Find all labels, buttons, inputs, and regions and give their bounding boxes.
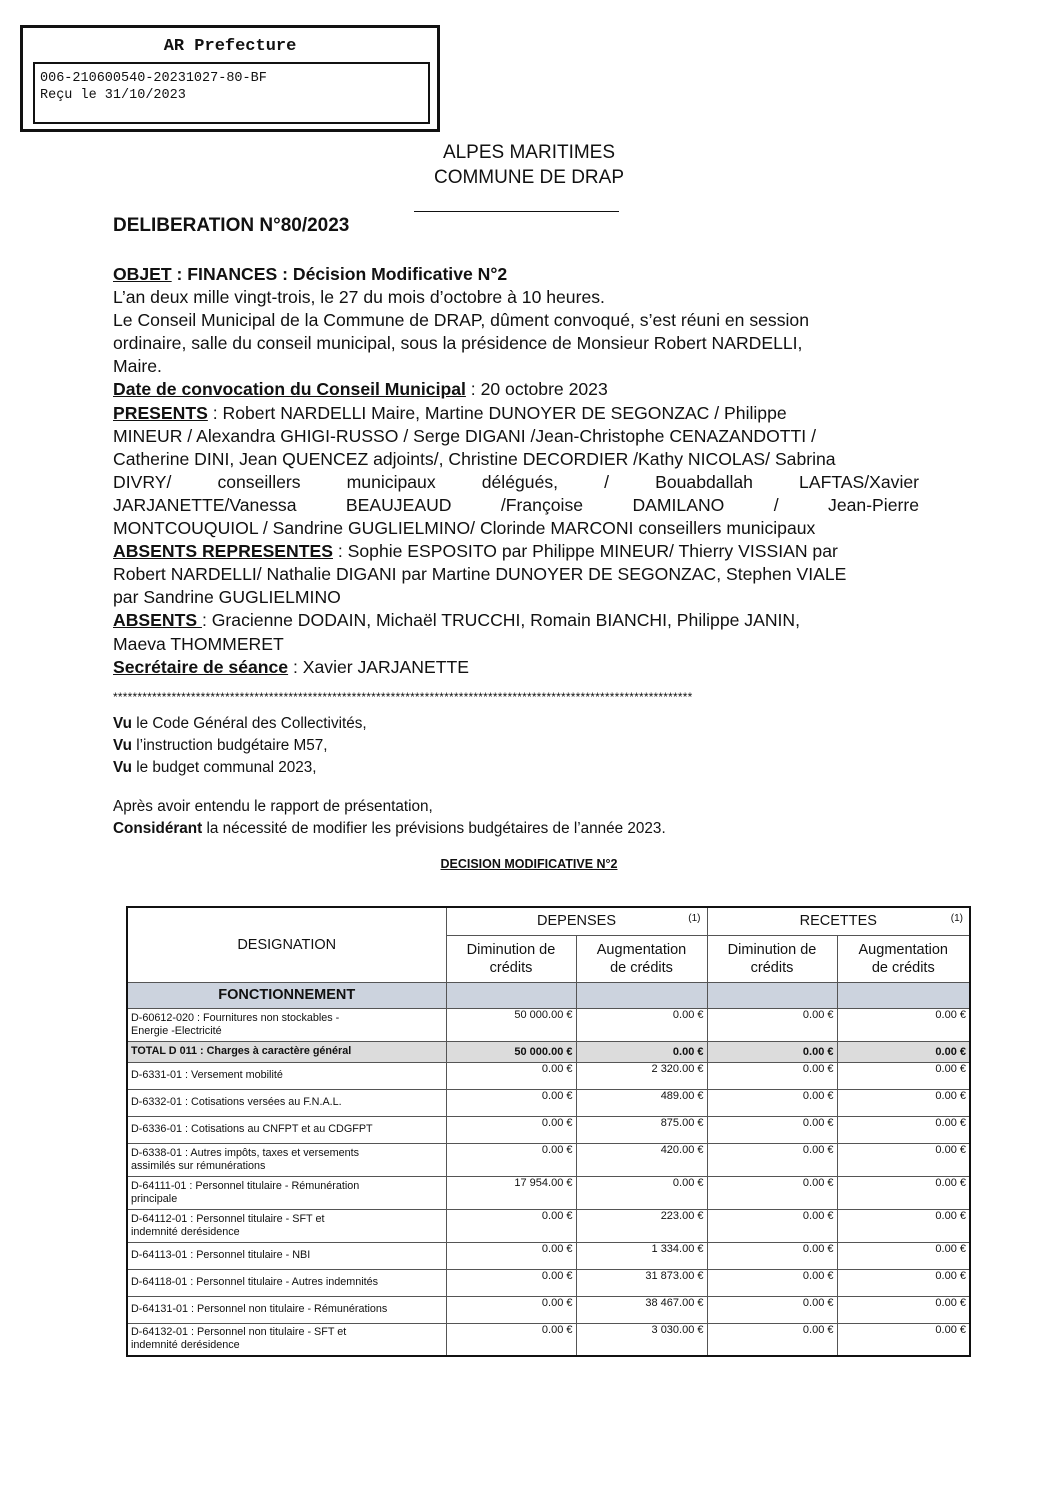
designation-cell <box>127 1041 446 1062</box>
decision-modificative-title: DECISION MODIFICATIVE N°2 <box>440 857 618 871</box>
stamp-title: AR Prefecture <box>163 37 297 56</box>
table-row <box>127 1116 970 1143</box>
dep-augmentation-header <box>576 935 707 982</box>
table-row <box>127 1008 970 1041</box>
deliberation-body <box>113 263 919 679</box>
account-label: : Fournitures non stockables - <box>194 1011 340 1024</box>
header-line: Augmentation <box>858 941 948 958</box>
account-label: : Autres impôts, taxes et versements <box>182 1146 360 1159</box>
section-cell <box>576 982 707 1008</box>
table-row <box>127 1089 970 1116</box>
amount-cell: 0.00 € <box>707 1242 837 1269</box>
designation-cell <box>127 1269 446 1296</box>
vu-list <box>113 713 367 779</box>
designation-cell <box>127 1062 446 1089</box>
absents-line-1 <box>113 609 919 632</box>
header-line: de crédits <box>610 959 673 976</box>
account-code: D-64113-01 <box>131 1249 188 1261</box>
amount-cell: 875.00 € <box>576 1116 707 1143</box>
recettes-header <box>707 907 970 935</box>
account-code: D-64111-01 <box>131 1179 187 1192</box>
intro-line-c: Maire. <box>113 356 162 377</box>
recettes-label: RECETTES <box>799 913 877 930</box>
stamp-received-date: Reçu le 31/10/2023 <box>40 88 186 103</box>
designation-line <box>131 1069 443 1082</box>
designation-cell <box>127 1323 446 1356</box>
amount-cell: 0.00 € <box>837 1143 970 1176</box>
table-row <box>127 1296 970 1323</box>
amount-cell: 0.00 € <box>576 1008 707 1041</box>
presents-line-2: MINEUR / Alexandra GHIGI-RUSSO / Serge DIGANI /Jean-Christophe CENAZANDOTTI / <box>113 425 816 446</box>
account-label-continued: indemnité derésidence <box>131 1225 240 1238</box>
amount-cell: 0.00 € <box>446 1116 576 1143</box>
department-name: ALPES MARITIMES <box>442 142 616 163</box>
account-code: D-64112-01 <box>131 1212 188 1225</box>
secretaire-label: Secrétaire de séance <box>113 656 289 677</box>
deliberation-number: DELIBERATION N°80/2023 <box>113 215 350 236</box>
convocation-line <box>113 378 919 401</box>
amount-cell: 17 954.00 € <box>446 1176 576 1209</box>
amount-cell: 223.00 € <box>576 1209 707 1242</box>
amount-cell: 0.00 € <box>707 1089 837 1116</box>
section-cell <box>446 982 576 1008</box>
considerations <box>113 796 666 840</box>
absents-representes-line-3: par Sandrine GUGLIELMINO <box>113 587 341 608</box>
amount-cell: 31 873.00 € <box>576 1269 707 1296</box>
commune-name: COMMUNE DE DRAP <box>433 167 624 188</box>
designation-line <box>131 1096 443 1109</box>
amount-cell: 0.00 € <box>707 1176 837 1209</box>
considerant-keyword: Considérant <box>113 820 203 837</box>
designation-line <box>131 1326 443 1339</box>
account-code: D-6332-01 <box>131 1096 183 1108</box>
vu-item <box>113 713 367 735</box>
amount-cell: 0.00 € <box>446 1296 576 1323</box>
vu-item <box>113 757 367 779</box>
header-divider <box>414 211 619 212</box>
account-code: D-60612-020 <box>131 1011 195 1024</box>
absents-representes-text: : Sophie ESPOSITO par Philippe MINEUR/ Thierry VISSIAN par <box>332 541 838 562</box>
amount-cell: 0.00 € <box>446 1062 576 1089</box>
account-code: D-6331-01 <box>131 1069 183 1081</box>
objet-label: OBJET <box>113 264 172 284</box>
account-label: : Personnel titulaire - SFT et <box>187 1212 325 1225</box>
amount-cell: 420.00 € <box>576 1143 707 1176</box>
amount-cell: 0.00 € <box>837 1089 970 1116</box>
amount-cell: 0.00 € <box>446 1089 576 1116</box>
amount-cell: 0.00 € <box>837 1062 970 1089</box>
vu-keyword: Vu <box>113 759 132 776</box>
account-label-continued: indemnité derésidence <box>131 1339 240 1352</box>
designation-line <box>131 1123 443 1136</box>
header-line: crédits <box>750 959 794 976</box>
depenses-label: DEPENSES <box>537 913 616 930</box>
account-code: D-64132-01 <box>131 1326 189 1339</box>
designation-line <box>131 1147 443 1160</box>
designation-cell <box>127 1089 446 1116</box>
designation-cell <box>127 1008 446 1041</box>
absents-line-2: Maeva THOMMERET <box>113 633 284 654</box>
stamp-details <box>33 62 430 124</box>
account-label-continued: assimilés sur rémunérations <box>131 1159 266 1172</box>
vu-keyword: Vu <box>113 715 132 732</box>
considerant-text: la nécessité de modifier les prévisions budgétaires de l’année 2023. <box>202 820 666 837</box>
account-label: : Cotisations versées au F.N.A.L. <box>182 1096 342 1108</box>
amount-cell: 0.00 € <box>837 1008 970 1041</box>
amount-cell: 0.00 € <box>837 1041 970 1062</box>
account-label: : Cotisations au CNFPT et au CDGFPT <box>182 1123 373 1135</box>
amount-cell: 50 000.00 € <box>446 1008 576 1041</box>
header-line: Diminution de <box>466 941 556 958</box>
amount-cell: 0.00 € <box>837 1176 970 1209</box>
presents-line-6: MONTCOUQUIOL / Sandrine GUGLIELMINO/ Clorinde MARCONI conseillers municipaux <box>113 518 816 539</box>
table-row <box>127 1143 970 1176</box>
amount-cell: 0.00 € <box>837 1209 970 1242</box>
objet-line <box>113 263 919 286</box>
secretaire-value: : Xavier JARJANETTE <box>288 656 469 677</box>
dep-diminution-header <box>446 935 576 982</box>
ar-prefecture-stamp <box>20 25 440 132</box>
rec-augmentation-header <box>837 935 970 982</box>
account-label-continued: Energie -Electricité <box>131 1024 222 1037</box>
account-label: : Personnel non titulaire - SFT et <box>188 1326 347 1339</box>
amount-cell: 0.00 € <box>446 1242 576 1269</box>
table-row <box>127 1176 970 1209</box>
amount-cell: 0.00 € <box>446 1269 576 1296</box>
section-cell <box>707 982 837 1008</box>
designation-cell <box>127 1176 446 1209</box>
absents-representes-line-1 <box>113 540 919 563</box>
intro-date: L’an deux mille vingt-trois, le 27 du mois d’octobre à 10 heures. <box>113 287 605 308</box>
amount-cell: 1 334.00 € <box>576 1242 707 1269</box>
designation-line <box>131 1249 443 1262</box>
amount-cell: 0.00 € <box>707 1143 837 1176</box>
absents-representes-line-2: Robert NARDELLI/ Nathalie DIGANI par Martine DUNOYER DE SEGONZAC, Stephen VIALE <box>113 564 847 585</box>
header-line: de crédits <box>871 959 935 976</box>
account-label: : Versement mobilité <box>182 1069 283 1081</box>
vu-text: l’instruction budgétaire M57, <box>131 737 328 754</box>
recettes-note: (1) <box>950 913 964 924</box>
amount-cell: 0.00 € <box>837 1296 970 1323</box>
account-code: D-64131-01 <box>131 1303 189 1315</box>
section-row <box>127 982 970 1008</box>
header-line: crédits <box>489 959 533 976</box>
amount-cell: 0.00 € <box>707 1209 837 1242</box>
table-row <box>127 1242 970 1269</box>
amount-cell: 0.00 € <box>837 1323 970 1356</box>
account-label-continued: principale <box>131 1192 178 1205</box>
section-label: FONCTIONNEMENT <box>127 982 446 1008</box>
presents-line-5: JARJANETTE/Vanessa BEAUJEAUD /Françoise DAMILANO / Jean-Pierre <box>113 494 919 515</box>
designation-line <box>131 1213 443 1226</box>
separator-stars: *********************************************************************************************************************** <box>113 690 693 704</box>
considerant-line <box>113 818 666 840</box>
secretaire-line <box>113 656 919 679</box>
total-row <box>127 1041 970 1062</box>
vu-item <box>113 735 367 757</box>
intro-line-b: ordinaire, salle du conseil municipal, sous la présidence de Monsieur Robert NARDELLI, <box>113 333 803 354</box>
account-code: D-6338-01 <box>131 1146 183 1159</box>
presents-line-3: Catherine DINI, Jean QUENCEZ adjoints/, Christine DECORDIER /Kathy NICOLAS/ Sabrina <box>113 448 836 469</box>
designation-header: DESIGNATION <box>127 907 446 982</box>
designation-cell <box>127 1143 446 1176</box>
total-label: TOTAL D 011 : Charges à caractère général <box>131 1045 352 1057</box>
amount-cell: 0.00 € <box>707 1041 837 1062</box>
presents-line-4: DIVRY/ conseillers municipaux délégués, / Bouabdallah LAFTAS/Xavier <box>113 471 919 492</box>
presents-label: PRESENTS <box>113 402 208 423</box>
amount-cell: 0.00 € <box>446 1143 576 1176</box>
amount-cell: 0.00 € <box>446 1323 576 1356</box>
amount-cell: 0.00 € <box>707 1323 837 1356</box>
rec-diminution-header <box>707 935 837 982</box>
designation-cell <box>127 1242 446 1269</box>
amount-cell: 2 320.00 € <box>576 1062 707 1089</box>
table-row <box>127 1323 970 1356</box>
objet-text: : FINANCES : Décision Modificative N°2 <box>171 264 508 284</box>
absents-representes-label: ABSENTS REPRESENTES <box>113 541 333 562</box>
amount-cell: 0.00 € <box>837 1269 970 1296</box>
absents-text: : Gracienne DODAIN, Michaël TRUCCHI, Romain BIANCHI, Philippe JANIN, <box>201 610 801 631</box>
decision-modificative-table <box>126 906 971 1357</box>
depenses-header <box>446 907 707 935</box>
apres-line: Après avoir entendu le rapport de présentation, <box>113 798 433 815</box>
table-row <box>127 1209 970 1242</box>
convocation-label: Date de convocation du Conseil Municipal <box>113 379 466 400</box>
designation-cell <box>127 1116 446 1143</box>
amount-cell: 0.00 € <box>707 1269 837 1296</box>
amount-cell: 0.00 € <box>707 1296 837 1323</box>
amount-cell: 0.00 € <box>837 1116 970 1143</box>
amount-cell: 0.00 € <box>576 1176 707 1209</box>
designation-cell <box>127 1296 446 1323</box>
designation-cell <box>127 1209 446 1242</box>
account-code: D-64118-01 <box>131 1276 188 1288</box>
designation-line <box>131 1012 443 1025</box>
depenses-note: (1) <box>688 913 701 924</box>
absents-label: ABSENTS <box>113 610 202 631</box>
amount-cell: 0.00 € <box>837 1242 970 1269</box>
intro-line-a: Le Conseil Municipal de la Commune de DRAP, dûment convoqué, s’est réuni en session <box>113 310 809 331</box>
table-row <box>127 1062 970 1089</box>
amount-cell: 0.00 € <box>707 1116 837 1143</box>
account-label: : Personnel non titulaire - Rémunérations <box>188 1303 388 1315</box>
account-label: : Personnel titulaire - NBI <box>187 1249 311 1261</box>
convocation-value: : 20 octobre 2023 <box>465 379 608 400</box>
vu-keyword: Vu <box>113 737 132 754</box>
vu-text: le budget communal 2023, <box>131 759 317 776</box>
amount-cell: 0.00 € <box>446 1209 576 1242</box>
account-code: D-6336-01 <box>131 1123 183 1135</box>
presents-line-1 <box>113 402 919 425</box>
amount-cell: 0.00 € <box>707 1062 837 1089</box>
amount-cell: 50 000.00 € <box>446 1041 576 1062</box>
designation-line <box>131 1276 443 1289</box>
table-row <box>127 1269 970 1296</box>
amount-cell: 0.00 € <box>576 1041 707 1062</box>
stamp-reference: 006-210600540-20231027-80-BF <box>40 71 267 86</box>
header-line: Diminution de <box>727 941 817 958</box>
presents-text: : Robert NARDELLI Maire, Martine DUNOYER DE SEGONZAC / Philippe <box>207 402 787 423</box>
header-line: Augmentation <box>596 941 687 958</box>
amount-cell: 0.00 € <box>707 1008 837 1041</box>
amount-cell: 489.00 € <box>576 1089 707 1116</box>
amount-cell: 38 467.00 € <box>576 1296 707 1323</box>
designation-line <box>131 1180 443 1193</box>
account-label: : Personnel titulaire - Autres indemnités <box>187 1276 379 1288</box>
section-cell <box>837 982 970 1008</box>
account-label: : Personnel titulaire - Rémunération <box>186 1179 360 1192</box>
vu-text: le Code Général des Collectivités, <box>131 715 367 732</box>
amount-cell: 3 030.00 € <box>576 1323 707 1356</box>
designation-line <box>131 1303 443 1316</box>
